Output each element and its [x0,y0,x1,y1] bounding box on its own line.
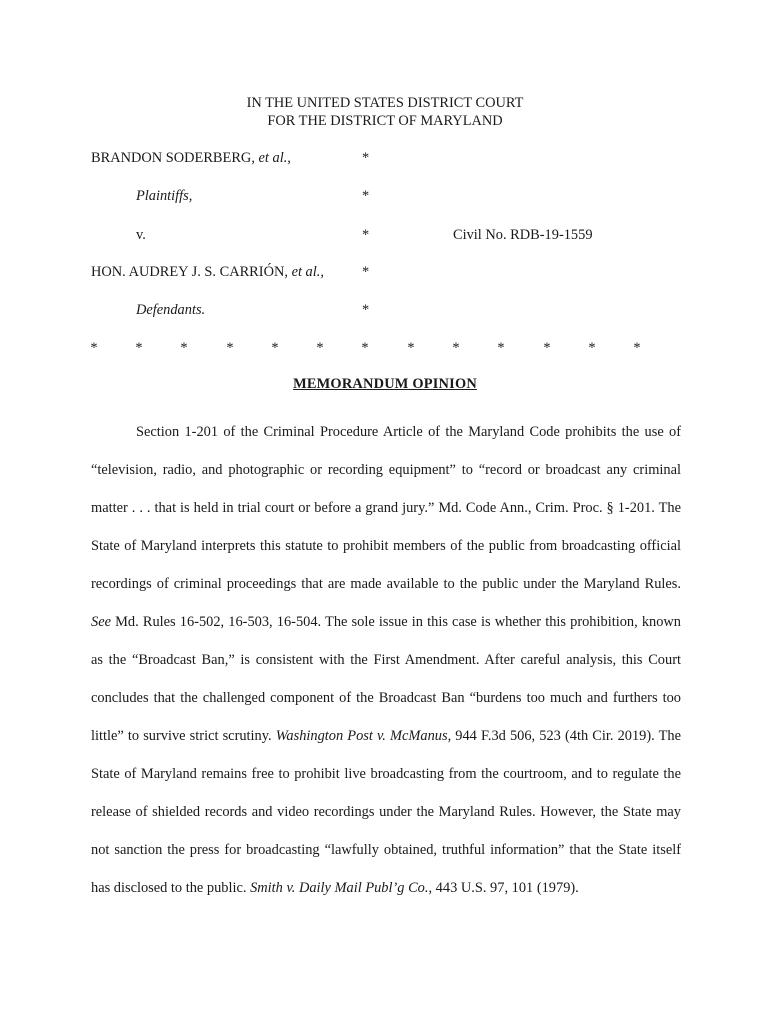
versus-label: v. [136,227,146,243]
caption-star: * [362,188,370,204]
caption-defendant-row [0,264,770,284]
caption-star: * [362,302,370,318]
plaintiff-role: Plaintiffs, [136,188,193,204]
plaintiff-etal: et al., [258,150,291,166]
caption-separator [0,340,770,360]
plaintiff-name: BRANDON SODERBERG, et al., [91,150,291,166]
caption-star: * [362,150,370,166]
defendant-name: HON. AUDREY J. S. CARRIÓN, et al., [91,264,324,280]
caption-plaintiff-role-row [0,188,770,208]
signal-see: See [91,614,111,630]
separator-star: * [452,340,460,356]
separator-star: * [90,340,98,356]
separator-star: * [316,340,324,356]
court-name-line: IN THE UNITED STATES DISTRICT COURT [246,95,524,111]
defendant-role: Defendants. [136,302,206,318]
civil-case-number: Civil No. RDB-19-1559 [453,227,593,243]
separator-star: * [361,340,369,356]
separator-star: * [180,340,188,356]
separator-star: * [226,340,234,356]
case-citation: Washington Post v. McManus [275,728,448,744]
separator-star: * [588,340,596,356]
separator-star: * [543,340,551,356]
caption-star: * [362,227,370,243]
caption-star: * [362,264,370,280]
caption-defendant-role-row [0,302,770,322]
separator-star: * [407,340,415,356]
caption-plaintiff-row [0,150,770,170]
case-citation: Smith v. Daily Mail Publ’g Co. [250,880,429,896]
caption-versus-row [0,227,770,247]
separator-star: * [271,340,279,356]
court-header [0,94,770,130]
separator-star: * [135,340,143,356]
defendant-etal: et al., [291,264,324,280]
opinion-body [91,413,681,907]
separator-star: * [497,340,505,356]
court-district-line: FOR THE DISTRICT OF MARYLAND [267,113,503,129]
document-title: MEMORANDUM OPINION [293,376,477,392]
separator-star: * [633,340,641,356]
opinion-paragraph: Section 1-201 of the Criminal Procedure Article of the Maryland Code prohibits the use of “television, radio, and photographic or recording equipment” to “record or broadcast any criminal matter . . . that is held in trial court or before a grand jury.” Md. Code Ann., Crim. Proc. § 1-201. The State of Maryland interprets this statute to prohibit members of the public from broadcasting official recordings of criminal proceedings that are made available to the public under the Maryland Rules. See Md. Rules 16-502, 16-503, 16-504. The sole issue in this case is whether this prohibition, known as the “Broadcast Ban,” is consistent with the First Amendment. After careful analysis, this Court concludes that the challenged component of the Broadcast Ban “burdens too much and furthers too little” to survive strict scrutiny. Washington Post v. McManus, 944 F.3d 506, 523 (4th Cir. 2019). The State of Maryland remains free to prohibit live broadcasting from the courtroom, and to regulate the release of shielded records and video recordings under the Maryland Rules. However, the State may not sanction the press for broadcasting “lawfully obtained, truthful information” that the State itself has disclosed to the public. Smith v. Daily Mail Publ’g Co., 443 U.S. 97, 101 (1979). [91,424,681,896]
